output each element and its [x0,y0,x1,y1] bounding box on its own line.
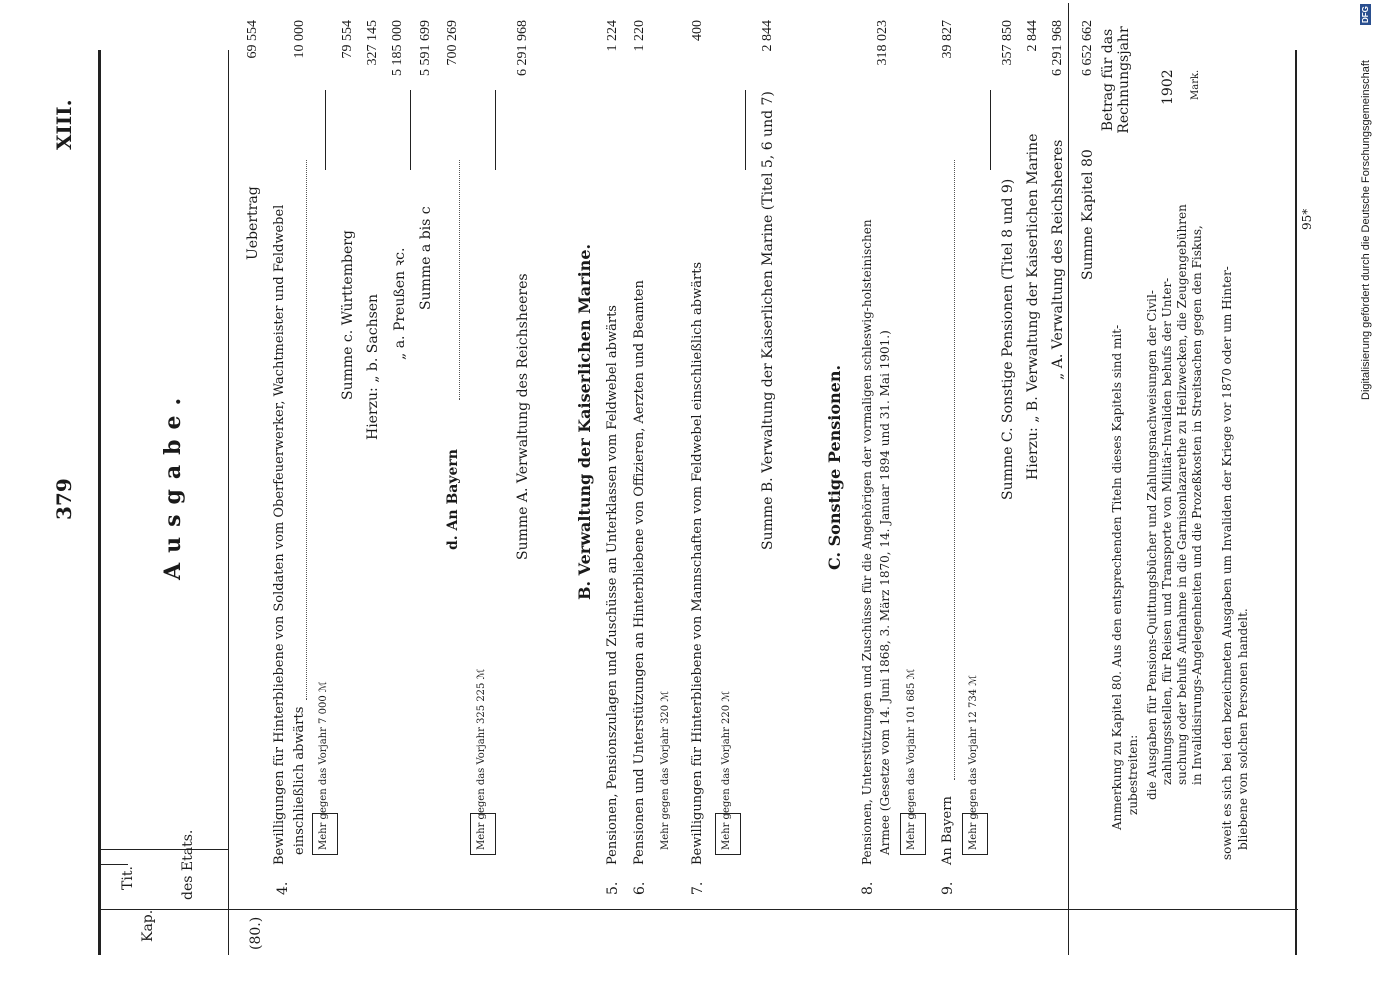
tit-6: 6. [632,881,648,895]
an-bayern: d. An Bayern [445,449,461,550]
summe-wuerttemberg-value: 79 554 [340,20,355,59]
note-line-4: zahlungsstellen, für Reisen und Transporte von Militär-Invaliden behufs der Unter- [1160,277,1174,785]
footer-mark: 95* [1300,208,1314,230]
note-line-1: Anmerkung zu Kapitel 80. Aus den entsprechenden Titeln dieses Kapitels sind mit- [1110,324,1124,830]
hierzu-reichsheer-value: 6 291 968 [1050,20,1065,76]
col-unit: Mark. [1190,69,1201,100]
col-betrag: Betrag für das Rechnungsjahr [1100,26,1132,134]
col-year: 1902 [1160,69,1176,105]
row-8-value: 318 023 [875,20,890,66]
row-7-mehr: Mehr gegen das Vorjahr 220 ℳ [721,690,732,850]
row-6-value: 1 220 [632,20,647,52]
hierzu-sachsen: Hierzu: „ b. Sachsen [365,293,381,440]
note-line-5: suchung oder behufs Aufnahme in die Garnisonlazarethe zu Heilzwecken, die Zeugengebühren [1175,204,1189,785]
section-number: XIII. [52,99,76,150]
page-number: 379 [52,478,76,520]
tit-8: 8. [860,881,876,895]
col-tit: Tit. [120,866,136,890]
hierzu-marine: Hierzu: „ B. Verwaltung der Kaiserlichen Marine [1025,133,1041,480]
tit-5: 5. [605,881,621,895]
row-6-mehr: Mehr gegen das Vorjahr 320 ℳ [660,690,671,850]
row-4-text: Bewilligungen für Hinterbliebene von Soldaten vom Oberfeuerwerker, Wachtmeister und Feldwebel [272,204,287,865]
summe-b: Summe B. Verwaltung der Kaiserlichen Marine (Titel 5, 6 und 7) [760,91,776,550]
uebertrag-value: 69 554 [245,20,260,59]
section-c-heading: C. Sonstige Pensionen. [825,364,844,570]
chapter-number: (80.) [248,916,264,950]
summe-a: Summe A. Verwaltung des Reichsheeres [515,273,531,560]
row-4-value: 10 000 [292,20,307,59]
col-des-etats: des Etats. [180,829,196,900]
note-line-2: zubestreiten: [1126,734,1140,815]
note-line-6: in Invalidisirungs-Angelegenheiten und die Prozeßkosten in Streitsachen gegen den Fiskus, [1190,225,1204,785]
tit-7: 7. [690,881,706,895]
hierzu-sachsen-value: 327 145 [365,20,380,66]
page-title: Ausgabe. [160,387,186,580]
row-8-text: Pensionen, Unterstützungen und Zuschüsse für die Angehörigen der vormaligen schleswig-holsteinischen [860,219,874,865]
row-9-mehr: Mehr gegen das Vorjahr 12 734 ℳ [968,675,979,850]
row-9-text: An Bayern [940,796,955,865]
tit-9: 9. [940,881,956,895]
summe-a-bis-c: Summe a bis c [418,206,434,310]
summe-wuerttemberg: Summe c. Württemberg [340,230,356,400]
uebertrag-label: Uebertrag [245,186,261,260]
row-4-mehr: Mehr gegen das Vorjahr 7 000 ℳ [318,681,329,850]
hierzu-preussen: „ a. Preußen ꝛc. [392,247,408,360]
summe-a-bis-c-value: 5 591 699 [418,20,433,76]
summe-c-value: 357 850 [1000,20,1015,66]
an-bayern-mehr: Mehr gegen das Vorjahr 325 225 ℳ [476,668,487,850]
hierzu-reichsheer: „ A. Verwaltung des Reichsheeres [1050,139,1066,380]
row-7-text: Bewilligungen für Hinterbliebene von Mannschaften vom Feldwebel einschließlich abwärts [690,261,705,865]
dfg-logo: DFG [1361,6,1370,23]
row-8-text-2: Armee (Gesetze vom 14. Juni 1868, 3. März 1870, 14. Januar 1894 und 31. Mai 1901.) [878,330,892,855]
row-9-value: 39 827 [940,20,955,59]
note-line-7: soweit es sich bei den bezeichneten Ausgaben um Invaliden der Kriege vor 1870 oder um Hinter- [1220,266,1234,860]
col-kap: Kap. [140,909,156,942]
tit-4: 4. [275,881,291,895]
note-line-8: bliebene von solchen Personen handelt. [1236,608,1250,850]
row-4-text-2: einschließlich abwärts [292,706,307,855]
summe-c: Summe C. Sonstige Pensionen (Titel 8 und 9) [1000,178,1016,500]
hierzu-preussen-value: 5 185 000 [390,20,405,76]
summe-a-value: 6 291 968 [515,20,530,76]
row-5-value: 1 224 [605,20,620,52]
section-b-heading: B. Verwaltung der Kaiserlichen Marine. [575,243,594,600]
row-6-text: Pensionen und Unterstützungen an Hinterbliebene von Offizieren, Aerzten und Beamten [632,280,647,865]
note-line-3: die Ausgaben für Pensions-Quittungsbücher und Zahlungsnachweisungen der Civil- [1145,290,1159,800]
digitization-note: Digitalisierung gefördert durch die Deutsche Forschungsgemeinschaft [1360,60,1372,400]
row-8-mehr: Mehr gegen das Vorjahr 101 685 ℳ [906,668,917,850]
row-7-value: 400 [690,20,705,41]
summe-b-value: 2 844 [760,20,775,52]
an-bayern-value: 700 269 [445,20,460,66]
summe-kapitel-80: Summe Kapitel 80 [1080,149,1096,280]
row-5-text: Pensionen, Pensionszulagen und Zuschüsse an Unterklassen vom Feldwebel abwärts [605,305,620,865]
summe-kapitel-80-value: 6 652 662 [1080,20,1095,76]
hierzu-marine-value: 2 844 [1025,20,1040,52]
